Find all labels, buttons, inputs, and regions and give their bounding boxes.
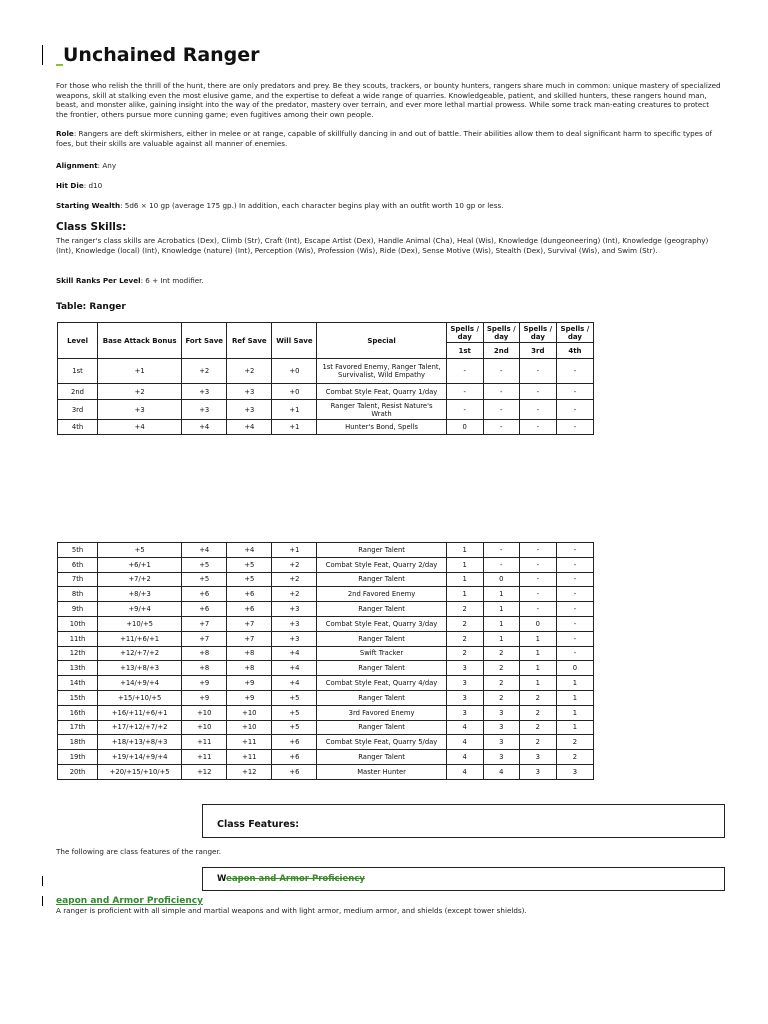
- table-row: [58, 602, 594, 617]
- table-cell: -: [556, 557, 593, 572]
- hit-die-label: Hit Die: [56, 181, 84, 190]
- table-cell: +0: [272, 359, 317, 384]
- table-row: [58, 543, 594, 558]
- table-cell: +4: [227, 420, 272, 435]
- table-cell: 2: [519, 705, 556, 720]
- table-cell: 3: [519, 750, 556, 765]
- table-cell: 1: [483, 587, 519, 602]
- table-cell: +6: [227, 587, 272, 602]
- header-spell-1st: 1st: [446, 343, 483, 359]
- table-cell: -: [556, 616, 593, 631]
- table-cell: +6: [182, 602, 227, 617]
- table-cell: -: [483, 400, 519, 420]
- table-cell: 4: [446, 720, 483, 735]
- class-features-box: [202, 804, 725, 838]
- table-cell: +4: [227, 543, 272, 558]
- weapon-proficiency-text: A ranger is proficient with all simple and martial weapons and with light armor, medium armor, and shields (except tower shields).: [56, 906, 527, 915]
- table-cell: Ranger Talent: [317, 720, 446, 735]
- table-cell: +1: [272, 420, 317, 435]
- skill-ranks-label: Skill Ranks Per Level: [56, 276, 141, 285]
- table-cell: 1: [519, 661, 556, 676]
- table-row: [58, 735, 594, 750]
- hit-die-line: [56, 181, 721, 191]
- weapon-box-rest: eapon and Armor Proficiency: [226, 874, 365, 884]
- class-features-label: Class Features:: [217, 819, 300, 830]
- table-cell: +9: [227, 676, 272, 691]
- table-cell: +2: [272, 587, 317, 602]
- table-cell: 3: [483, 720, 519, 735]
- role-paragraph: [56, 129, 721, 148]
- table-cell: 2: [483, 661, 519, 676]
- table-cell: -: [446, 384, 483, 400]
- table-cell: Ranger Talent: [317, 602, 446, 617]
- table-cell: -: [556, 646, 593, 661]
- table-cell: 3: [483, 735, 519, 750]
- table-cell: 1: [446, 557, 483, 572]
- alignment-text: : Any: [97, 161, 117, 170]
- table-row: [58, 587, 594, 602]
- table-cell: 15th: [58, 690, 98, 705]
- table-cell: 2: [483, 646, 519, 661]
- table-cell: +10: [182, 720, 227, 735]
- table-cell: +5: [272, 690, 317, 705]
- table-cell: +6: [227, 602, 272, 617]
- table-row: [58, 384, 594, 400]
- wealth-line: [56, 201, 721, 211]
- table-cell: -: [483, 557, 519, 572]
- text-cursor: [42, 896, 43, 906]
- table-cell: +14/+9/+4: [98, 676, 182, 691]
- table-row: [58, 631, 594, 646]
- table-cell: +2: [98, 384, 182, 400]
- weapon-box-label: [217, 874, 365, 884]
- table-cell: 2: [483, 690, 519, 705]
- table-row: [58, 420, 594, 435]
- table-cell: +6: [272, 750, 317, 765]
- role-label: Role: [56, 129, 74, 138]
- table-cell: +4: [272, 676, 317, 691]
- table-cell: -: [556, 384, 593, 400]
- ranger-table-top: [57, 322, 594, 435]
- table-cell: +5: [227, 572, 272, 587]
- table-cell: 4th: [58, 420, 98, 435]
- table-cell: 2: [483, 676, 519, 691]
- table-cell: +16/+11/+6/+1: [98, 705, 182, 720]
- header-ref: Ref Save: [227, 323, 272, 359]
- table-cell: +3: [98, 400, 182, 420]
- table-cell: -: [556, 602, 593, 617]
- table-cell: 2: [519, 735, 556, 750]
- table-cell: -: [556, 359, 593, 384]
- header-spell-2nd: 2nd: [483, 343, 519, 359]
- table-cell: 9th: [58, 602, 98, 617]
- table-cell: -: [556, 543, 593, 558]
- table-cell: 3rd Favored Enemy: [317, 705, 446, 720]
- table-cell: +11: [227, 735, 272, 750]
- table-cell: Ranger Talent: [317, 631, 446, 646]
- table-cell: +3: [272, 602, 317, 617]
- table-cell: -: [483, 384, 519, 400]
- table-cell: +3: [182, 400, 227, 420]
- table-cell: 16th: [58, 705, 98, 720]
- table-cell: +17/+12/+7/+2: [98, 720, 182, 735]
- table-cell: -: [556, 587, 593, 602]
- table-cell: 3: [446, 676, 483, 691]
- table-cell: -: [519, 557, 556, 572]
- wealth-label: Starting Wealth: [56, 201, 121, 210]
- table-row: [58, 646, 594, 661]
- table-row: [58, 676, 594, 691]
- class-skills-paragraph: The ranger's class skills are Acrobatics (Dex), Climb (Str), Craft (Int), Escape Artist (Dex), Handle Animal (Cha), Heal (Wis), Knowledge (dungeoneering) (Int), Knowledge (geography) (Int), Knowledge (local) (Int), Knowledge (nature) (Int), Perception (Wis), Profession (Wis), Ride (Dex), Sense Motive (Wis), Stealth (Dex), Survival (Wis), and Swim (Str).: [56, 236, 709, 255]
- table-cell: 3: [483, 705, 519, 720]
- table-cell: 13th: [58, 661, 98, 676]
- table-cell: Combat Style Feat, Quarry 2/day: [317, 557, 446, 572]
- table-cell: 17th: [58, 720, 98, 735]
- table-cell: +5: [227, 557, 272, 572]
- table-cell: +3: [182, 384, 227, 400]
- table-cell: 12th: [58, 646, 98, 661]
- table-cell: -: [519, 420, 556, 435]
- table-cell: +11/+6/+1: [98, 631, 182, 646]
- table-cell: 1: [556, 676, 593, 691]
- table-cell: 2: [519, 720, 556, 735]
- header-spells: Spells / day: [519, 323, 556, 343]
- table-cell: Ranger Talent: [317, 543, 446, 558]
- weapon-proficiency-box: [202, 867, 725, 891]
- weapon-heading-link[interactable]: eapon and Armor Proficiency: [56, 896, 203, 906]
- table-cell: +4: [182, 420, 227, 435]
- table-cell: Combat Style Feat, Quarry 5/day: [317, 735, 446, 750]
- table-cell: +7/+2: [98, 572, 182, 587]
- table-cell: +6: [182, 587, 227, 602]
- table-row: [58, 720, 594, 735]
- table-cell: +10/+5: [98, 616, 182, 631]
- table-cell: Ranger Talent: [317, 572, 446, 587]
- table-cell: +9: [182, 676, 227, 691]
- table-cell: +3: [227, 400, 272, 420]
- table-cell: +2: [182, 359, 227, 384]
- table-cell: 0: [446, 420, 483, 435]
- ranger-table-bottom: [57, 542, 594, 780]
- table-title: Table: Ranger: [56, 302, 126, 312]
- table-cell: 10th: [58, 616, 98, 631]
- alignment-line: [56, 161, 721, 171]
- text-cursor: [42, 45, 43, 65]
- table-cell: -: [446, 400, 483, 420]
- table-row: [58, 690, 594, 705]
- table-cell: +11: [182, 735, 227, 750]
- table-row: [58, 705, 594, 720]
- table-cell: 4: [446, 735, 483, 750]
- header-will: Will Save: [272, 323, 317, 359]
- table-cell: +8/+3: [98, 587, 182, 602]
- table-cell: 1: [446, 543, 483, 558]
- table-cell: 0: [483, 572, 519, 587]
- table-cell: Ranger Talent: [317, 661, 446, 676]
- table-cell: 1st Favored Enemy, Ranger Talent, Survivalist, Wild Empathy: [317, 359, 446, 384]
- header-bab: Base Attack Bonus: [98, 323, 182, 359]
- table-cell: -: [519, 572, 556, 587]
- weapon-proficiency-heading[interactable]: [56, 896, 203, 906]
- table-cell: Master Hunter: [317, 764, 446, 779]
- intro-paragraph: For those who relish the thrill of the hunt, there are only predators and prey. Be they scouts, trackers, or bounty hunters, rangers share much in common: unique mastery of specialized weapons, skill at stalking even the most elusive game, and the expertise to defeat a wide range of quarries. Knowledgeable, patient, and skilled hunters, these rangers hound man, beast, and monster alike, gaining insight into the way of the predator, mastery over terrain, and ever more lethal martial prowess. While some track man-eating creatures to protect the frontier, others pursue more cunning game; even fugitives among their own people.: [56, 81, 721, 119]
- table-cell: +15/+10/+5: [98, 690, 182, 705]
- table-row: [58, 750, 594, 765]
- table-cell: Hunter's Bond, Spells: [317, 420, 446, 435]
- role-text: : Rangers are deft skirmishers, either in melee or at range, capable of skillfully dancing in and out of battle. Their abilities allow them to deal significant harm to specific types of foes, but their skills are valuable against all manner of enemies.: [56, 129, 713, 148]
- header-fort: Fort Save: [182, 323, 227, 359]
- table-cell: +2: [227, 359, 272, 384]
- table-cell: +1: [272, 543, 317, 558]
- table-cell: -: [446, 359, 483, 384]
- table-cell: 1: [556, 720, 593, 735]
- table-cell: 14th: [58, 676, 98, 691]
- table-cell: -: [483, 359, 519, 384]
- table-cell: +5: [98, 543, 182, 558]
- table-cell: +10: [227, 720, 272, 735]
- table-cell: +10: [182, 705, 227, 720]
- table-cell: Swift Tracker: [317, 646, 446, 661]
- title-marker: [56, 46, 63, 66]
- table-cell: 2nd Favored Enemy: [317, 587, 446, 602]
- table-cell: 1: [483, 602, 519, 617]
- table-cell: +8: [182, 661, 227, 676]
- table-row: [58, 359, 594, 384]
- table-row: [58, 616, 594, 631]
- table-cell: 2: [446, 602, 483, 617]
- table-cell: +3: [227, 384, 272, 400]
- table-cell: 2: [446, 616, 483, 631]
- table-cell: -: [556, 400, 593, 420]
- table-cell: -: [519, 400, 556, 420]
- table-cell: -: [556, 572, 593, 587]
- table-cell: Combat Style Feat, Quarry 4/day: [317, 676, 446, 691]
- table-cell: 1: [519, 631, 556, 646]
- skill-ranks-line: [56, 276, 721, 286]
- header-spells: Spells / day: [483, 323, 519, 343]
- table-row: [58, 572, 594, 587]
- table-cell: +11: [182, 750, 227, 765]
- table-cell: 1: [519, 646, 556, 661]
- table-cell: +1: [272, 400, 317, 420]
- table-cell: +5: [182, 572, 227, 587]
- table-cell: -: [519, 602, 556, 617]
- table-cell: +12: [182, 764, 227, 779]
- table-cell: +18/+13/+8/+3: [98, 735, 182, 750]
- table-cell: 3: [446, 705, 483, 720]
- table-row: [58, 400, 594, 420]
- table-cell: 6th: [58, 557, 98, 572]
- table-cell: +4: [272, 646, 317, 661]
- table-cell: +2: [272, 572, 317, 587]
- class-features-intro: The following are class features of the ranger.: [56, 847, 222, 856]
- table-cell: -: [519, 384, 556, 400]
- table-cell: +9: [227, 690, 272, 705]
- table-cell: +6/+1: [98, 557, 182, 572]
- table-cell: 2: [446, 646, 483, 661]
- table-row: [58, 764, 594, 779]
- table-cell: -: [519, 587, 556, 602]
- table-cell: Combat Style Feat, Quarry 1/day: [317, 384, 446, 400]
- header-spell-4th: 4th: [556, 343, 593, 359]
- table-cell: +6: [272, 735, 317, 750]
- table-cell: +7: [227, 616, 272, 631]
- text-cursor: [42, 876, 43, 886]
- table-cell: 3: [556, 764, 593, 779]
- table-cell: -: [483, 420, 519, 435]
- table-cell: +10: [227, 705, 272, 720]
- header-spell-3rd: 3rd: [519, 343, 556, 359]
- table-cell: 3: [519, 764, 556, 779]
- table-cell: 1: [556, 690, 593, 705]
- table-cell: 7th: [58, 572, 98, 587]
- table-cell: +4: [272, 661, 317, 676]
- page-title: Unchained Ranger: [63, 44, 260, 66]
- table-cell: -: [519, 359, 556, 384]
- table-cell: +20/+15/+10/+5: [98, 764, 182, 779]
- table-cell: 4: [446, 764, 483, 779]
- table-cell: +9: [182, 690, 227, 705]
- table-cell: +3: [272, 631, 317, 646]
- table-cell: +7: [227, 631, 272, 646]
- header-spells: Spells / day: [446, 323, 483, 343]
- table-cell: -: [556, 420, 593, 435]
- alignment-label: Alignment: [56, 161, 98, 170]
- class-skills-heading: Class Skills:: [56, 221, 127, 233]
- table-cell: +8: [182, 646, 227, 661]
- table-cell: +9/+4: [98, 602, 182, 617]
- table-cell: +12/+7/+2: [98, 646, 182, 661]
- table-cell: 19th: [58, 750, 98, 765]
- header-level: Level: [58, 323, 98, 359]
- weapon-box-first-letter: W: [217, 874, 227, 884]
- table-cell: 0: [556, 661, 593, 676]
- table-cell: +12: [227, 764, 272, 779]
- table-cell: -: [483, 543, 519, 558]
- table-row: [58, 557, 594, 572]
- table-cell: +0: [272, 384, 317, 400]
- table-cell: +11: [227, 750, 272, 765]
- table-cell: -: [519, 543, 556, 558]
- table-cell: 1: [483, 631, 519, 646]
- table-cell: Combat Style Feat, Quarry 3/day: [317, 616, 446, 631]
- table-cell: +5: [182, 557, 227, 572]
- table-cell: 3: [483, 750, 519, 765]
- table-cell: +6: [272, 764, 317, 779]
- table-cell: 1st: [58, 359, 98, 384]
- hit-die-text: : d10: [83, 181, 103, 190]
- skill-ranks-text: : 6 + Int modifier.: [140, 276, 204, 285]
- table-cell: +2: [272, 557, 317, 572]
- table-cell: 2: [446, 631, 483, 646]
- table-cell: 2nd: [58, 384, 98, 400]
- table-cell: -: [556, 631, 593, 646]
- table-cell: 2: [556, 735, 593, 750]
- table-cell: Ranger Talent: [317, 690, 446, 705]
- table-cell: 18th: [58, 735, 98, 750]
- table-cell: 1: [483, 616, 519, 631]
- table-cell: +5: [272, 705, 317, 720]
- table-cell: 3: [446, 661, 483, 676]
- table-cell: 1: [446, 587, 483, 602]
- header-special: Special: [317, 323, 446, 359]
- table-cell: 1: [519, 676, 556, 691]
- table-cell: +8: [227, 661, 272, 676]
- table-cell: Ranger Talent, Resist Nature's Wrath: [317, 400, 446, 420]
- table-cell: 20th: [58, 764, 98, 779]
- table-cell: +5: [272, 720, 317, 735]
- table-cell: 0: [519, 616, 556, 631]
- wealth-text: : 5d6 × 10 gp (average 175 gp.) In addition, each character begins play with an outfit worth 10 gp or less.: [120, 201, 504, 210]
- table-cell: Ranger Talent: [317, 750, 446, 765]
- table-cell: 1: [446, 572, 483, 587]
- table-cell: +4: [98, 420, 182, 435]
- table-cell: 2: [519, 690, 556, 705]
- table-cell: +4: [182, 543, 227, 558]
- table-cell: 11th: [58, 631, 98, 646]
- table-cell: 1: [556, 705, 593, 720]
- table-row: [58, 661, 594, 676]
- table-cell: +7: [182, 631, 227, 646]
- table-cell: 3: [446, 690, 483, 705]
- table-cell: 5th: [58, 543, 98, 558]
- table-cell: +7: [182, 616, 227, 631]
- table-cell: 4: [483, 764, 519, 779]
- table-cell: 3rd: [58, 400, 98, 420]
- table-cell: 8th: [58, 587, 98, 602]
- table-cell: 2: [556, 750, 593, 765]
- header-spells: Spells / day: [556, 323, 593, 343]
- table-cell: +8: [227, 646, 272, 661]
- table-cell: +3: [272, 616, 317, 631]
- table-cell: +19/+14/+9/+4: [98, 750, 182, 765]
- table-cell: +13/+8/+3: [98, 661, 182, 676]
- table-cell: +1: [98, 359, 182, 384]
- table-cell: 4: [446, 750, 483, 765]
